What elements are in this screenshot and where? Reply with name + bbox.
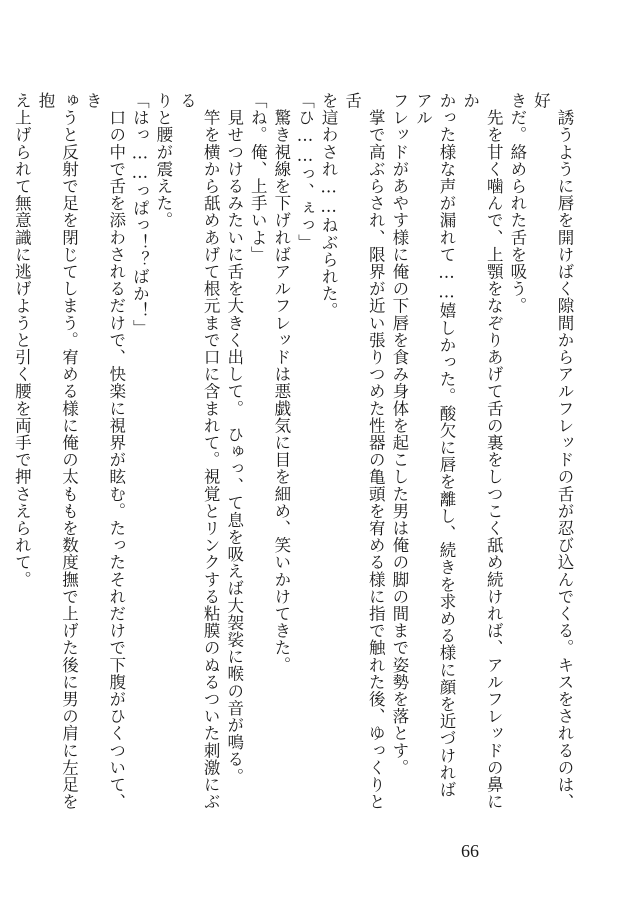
text-line: きだ。絡められた舌を吸う。 [507,92,527,315]
text-line: りと腰が震えた。 [153,92,173,229]
text-line: フレッドがあやす様に俺の下唇を食み身体を起こした男は俺の脚の間まで姿勢を落とす。 [389,92,409,776]
text-line: 口の中で舌を添わされるだけで、快楽に視界が眩む。たったそれだけで下腹がひくついて、き [83,92,126,811]
text-line: 見せつけるみたいに舌を大きく出して。 ひゅっ、て息を吸えば大袈裟に喉の音が鳴る。 [224,92,244,785]
text-line: ゅうと反射で足を閉じてしまう。宥める様に俺の太ももを数度撫で上げた後に男の肩に左足を抱 [35,92,79,811]
text-line: 「ひ……っ、ぇっ」 [295,92,315,251]
text-line: かった様な声が漏れて……嬉しかった。酸欠に唇を離し、続きを求める様に顔を近づければアル [413,92,457,799]
text-line: 「はっ……っぱっ！？ばか！」 [130,92,150,337]
vertical-body-text [12,92,576,812]
text-line: え上げられて無意識に逃げようと引く腰を両手で押さえられて。 [12,92,32,588]
text-line: 「ね。俺、上手いよ」 [248,92,268,263]
text-line: を這わされ……ねぶられた。 [319,92,339,320]
page-number: 66 [461,841,479,861]
text-line: 誘うように唇を開けばく隙間からアルフレッドの舌が忍び込んでくる。キスをされるのは、好 [531,92,574,811]
text-line: 掌で高ぶらされ、限界が近い張りつめた性器の亀頭を宥める様に指で触れた後、ゆっくりと舌 [342,92,386,811]
text-line: 驚き視線を下げればアルフレッドは悪戯気に目を細め、笑いかけてきた。 [271,92,291,674]
text-line: 竿を横から舐めあげて根元まで口に含まれて。視覚とリンクする粘膜のぬるついた刺激にぶる [177,92,221,811]
text-line: 先を甘く噛んで、上顎をなぞりあげて舌の裏をしつこく舐め続ければ、アルフレッドの鼻にか [460,92,504,811]
